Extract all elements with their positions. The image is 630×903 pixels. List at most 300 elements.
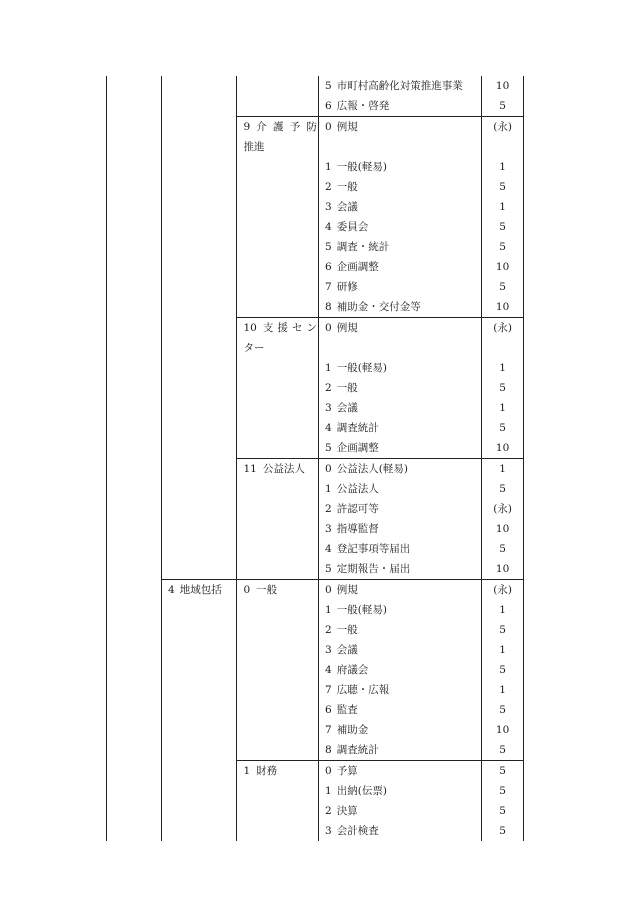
item-number: 1 <box>325 604 332 616</box>
item-label: 一般(軽易) <box>336 161 387 173</box>
item-number: 6 <box>325 100 332 112</box>
item-label: 監査 <box>336 704 358 716</box>
category-cell <box>107 76 162 96</box>
item-label: 企画調整 <box>336 261 379 273</box>
category-cell <box>107 600 162 620</box>
section-cell <box>162 277 237 297</box>
section-cell <box>162 157 237 177</box>
subsection-cell <box>237 580 319 601</box>
table-row <box>107 197 524 217</box>
subsection-cell <box>237 801 319 821</box>
item-label: 例規 <box>336 584 358 596</box>
item-cell <box>319 378 482 398</box>
retention-period: 1 <box>499 402 506 414</box>
section-cell <box>162 700 237 720</box>
category-cell <box>107 398 162 418</box>
category-cell <box>107 237 162 257</box>
table-row <box>107 640 524 660</box>
section-cell <box>162 217 237 237</box>
retention-period: 1 <box>499 644 506 656</box>
item-number: 8 <box>325 301 332 313</box>
item-number: 3 <box>325 644 332 656</box>
table-row <box>107 177 524 197</box>
item-cell <box>319 117 482 158</box>
item-cell <box>319 358 482 378</box>
section-cell <box>162 761 237 782</box>
table-row <box>107 761 524 782</box>
section-cell <box>162 297 237 318</box>
item-label: 指導監督 <box>336 523 379 535</box>
section-cell <box>162 398 237 418</box>
retention-period-cell <box>482 801 524 821</box>
table-row <box>107 418 524 438</box>
section-label: 地域包括 <box>179 584 222 596</box>
retention-period: 1 <box>499 684 506 696</box>
item-number: 4 <box>325 664 332 676</box>
section-cell <box>162 96 237 117</box>
table-row <box>107 720 524 740</box>
category-cell <box>107 418 162 438</box>
item-number: 6 <box>325 261 332 273</box>
item-label: 会議 <box>336 402 358 414</box>
table-row <box>107 297 524 318</box>
section-cell <box>162 499 237 519</box>
item-cell <box>319 720 482 740</box>
item-label: 許認可等 <box>336 503 379 515</box>
item-label: 登記事項等届出 <box>336 543 411 555</box>
subsection-cell <box>237 720 319 740</box>
subsection-label: 公益法人 <box>262 463 305 475</box>
retention-period: (永) <box>493 584 512 596</box>
table-row <box>107 217 524 237</box>
retention-period: 5 <box>499 422 506 434</box>
retention-period: 5 <box>499 382 506 394</box>
subsection-cell <box>237 559 319 580</box>
table-row <box>107 237 524 257</box>
retention-period-cell <box>482 580 524 601</box>
subsection-cell <box>237 277 319 297</box>
category-cell <box>107 96 162 117</box>
table-row <box>107 398 524 418</box>
table-row <box>107 96 524 117</box>
retention-period-cell <box>482 740 524 761</box>
section-cell <box>162 720 237 740</box>
retention-period-cell <box>482 459 524 480</box>
subsection-cell <box>237 781 319 801</box>
section-cell <box>162 660 237 680</box>
retention-period-cell <box>482 237 524 257</box>
item-label: 一般 <box>336 181 358 193</box>
item-cell <box>319 318 482 359</box>
category-cell <box>107 761 162 782</box>
section-cell <box>162 76 237 96</box>
subsection-cell <box>237 257 319 277</box>
section-cell <box>162 117 237 158</box>
item-cell <box>319 801 482 821</box>
table-row <box>107 559 524 580</box>
retention-period-cell <box>482 539 524 559</box>
item-label: 府議会 <box>336 664 369 676</box>
category-cell <box>107 559 162 580</box>
item-label: 決算 <box>336 805 358 817</box>
item-cell <box>319 297 482 318</box>
subsection-label-cont: 推進 <box>243 141 265 153</box>
item-number: 0 <box>325 584 332 596</box>
item-number: 2 <box>325 805 332 817</box>
item-cell <box>319 277 482 297</box>
retention-period: 5 <box>499 805 506 817</box>
subsection-cell <box>237 117 319 158</box>
item-number: 8 <box>325 744 332 756</box>
item-number: 5 <box>325 563 332 575</box>
retention-period: 5 <box>499 221 506 233</box>
retention-period-cell <box>482 76 524 96</box>
retention-period-cell <box>482 559 524 580</box>
category-cell <box>107 459 162 480</box>
item-number: 2 <box>325 624 332 636</box>
item-number: 1 <box>325 483 332 495</box>
category-cell <box>107 318 162 359</box>
table-row <box>107 680 524 700</box>
item-label: 一般 <box>336 382 358 394</box>
retention-period-cell <box>482 640 524 660</box>
item-label: 会議 <box>336 201 358 213</box>
item-cell <box>319 438 482 459</box>
subsection-label: 財務 <box>256 765 278 777</box>
item-cell <box>319 157 482 177</box>
retention-period: (永) <box>493 121 512 133</box>
item-number: 3 <box>325 523 332 535</box>
category-cell <box>107 620 162 640</box>
item-label: 会計検査 <box>336 825 379 837</box>
item-number: 4 <box>325 221 332 233</box>
item-number: 5 <box>325 80 332 92</box>
table-row <box>107 157 524 177</box>
retention-period: 5 <box>499 785 506 797</box>
retention-period-cell <box>482 821 524 841</box>
retention-period-cell <box>482 479 524 499</box>
item-number: 0 <box>325 322 332 334</box>
retention-period: 10 <box>495 80 510 92</box>
item-number: 1 <box>325 785 332 797</box>
retention-period: 5 <box>499 664 506 676</box>
item-label: 研修 <box>336 281 358 293</box>
subsection-cell <box>237 821 319 841</box>
category-cell <box>107 660 162 680</box>
item-cell <box>319 237 482 257</box>
category-cell <box>107 781 162 801</box>
retention-period-cell <box>482 197 524 217</box>
item-cell <box>319 660 482 680</box>
retention-period: 5 <box>499 704 506 716</box>
retention-period: 10 <box>495 523 510 535</box>
retention-period: (永) <box>493 503 512 515</box>
item-number: 2 <box>325 503 332 515</box>
subsection-number: 11 <box>243 463 257 475</box>
item-number: 3 <box>325 825 332 837</box>
retention-period-cell <box>482 257 524 277</box>
category-cell <box>107 297 162 318</box>
section-number: 4 <box>168 584 175 596</box>
item-cell <box>319 740 482 761</box>
retention-period: 10 <box>495 261 510 273</box>
category-cell <box>107 358 162 378</box>
item-cell <box>319 177 482 197</box>
item-label: 例規 <box>336 322 358 334</box>
subsection-cell <box>237 660 319 680</box>
item-cell <box>319 761 482 782</box>
retention-period-cell <box>482 117 524 158</box>
category-cell <box>107 217 162 237</box>
table-row <box>107 781 524 801</box>
retention-period: 1 <box>499 463 506 475</box>
item-cell <box>319 76 482 96</box>
category-cell <box>107 700 162 720</box>
subsection-label-cont: ター <box>243 342 265 354</box>
item-number: 7 <box>325 281 332 293</box>
table-row <box>107 257 524 277</box>
category-cell <box>107 378 162 398</box>
retention-period-cell <box>482 96 524 117</box>
retention-period-cell <box>482 781 524 801</box>
item-label: 調査・統計 <box>336 241 390 253</box>
subsection-cell <box>237 177 319 197</box>
retention-period-cell <box>482 157 524 177</box>
retention-period-cell <box>482 620 524 640</box>
table-row <box>107 358 524 378</box>
subsection-number: 1 <box>243 765 251 777</box>
item-cell <box>319 398 482 418</box>
subsection-cell <box>237 761 319 782</box>
table-row <box>107 378 524 398</box>
section-cell <box>162 418 237 438</box>
item-cell <box>319 217 482 237</box>
category-cell <box>107 821 162 841</box>
subsection-cell <box>237 499 319 519</box>
item-number: 7 <box>325 684 332 696</box>
retention-period: 5 <box>499 543 506 555</box>
item-number: 1 <box>325 362 332 374</box>
table-row <box>107 76 524 96</box>
retention-period: 5 <box>499 483 506 495</box>
table-row <box>107 821 524 841</box>
retention-period: 5 <box>499 181 506 193</box>
item-number: 7 <box>325 724 332 736</box>
retention-period-cell <box>482 177 524 197</box>
subsection-cell <box>237 76 319 96</box>
item-cell <box>319 96 482 117</box>
table-row <box>107 660 524 680</box>
subsection-number: 0 <box>243 584 251 596</box>
subsection-cell <box>237 318 319 359</box>
item-cell <box>319 580 482 601</box>
retention-period: 5 <box>499 100 506 112</box>
item-cell <box>319 418 482 438</box>
item-label: 予算 <box>336 765 358 777</box>
retention-period: (永) <box>493 322 512 334</box>
table-row <box>107 600 524 620</box>
item-number: 3 <box>325 402 332 414</box>
retention-period: 5 <box>499 765 506 777</box>
retention-period: 10 <box>495 442 510 454</box>
section-cell <box>162 821 237 841</box>
retention-period: 10 <box>495 724 510 736</box>
item-cell <box>319 197 482 217</box>
section-cell <box>162 237 237 257</box>
item-number: 0 <box>325 121 332 133</box>
retention-period-cell <box>482 318 524 359</box>
retention-schedule-table <box>106 76 524 841</box>
category-cell <box>107 640 162 660</box>
retention-period: 10 <box>495 301 510 313</box>
item-cell <box>319 821 482 841</box>
item-label: 会議 <box>336 644 358 656</box>
item-cell <box>319 257 482 277</box>
item-label: 委員会 <box>336 221 369 233</box>
item-number: 2 <box>325 181 332 193</box>
item-cell <box>319 600 482 620</box>
category-cell <box>107 277 162 297</box>
table-row <box>107 499 524 519</box>
section-cell <box>162 358 237 378</box>
item-label: 定期報告・届出 <box>336 563 411 575</box>
table-row <box>107 539 524 559</box>
subsection-number: 9 <box>243 121 251 133</box>
category-cell <box>107 157 162 177</box>
item-cell <box>319 519 482 539</box>
item-cell <box>319 781 482 801</box>
item-cell <box>319 499 482 519</box>
subsection-cell <box>237 700 319 720</box>
subsection-cell <box>237 197 319 217</box>
category-cell <box>107 197 162 217</box>
section-cell <box>162 177 237 197</box>
item-number: 4 <box>325 543 332 555</box>
subsection-cell <box>237 438 319 459</box>
category-cell <box>107 499 162 519</box>
subsection-cell <box>237 539 319 559</box>
subsection-cell <box>237 479 319 499</box>
retention-period-cell <box>482 519 524 539</box>
retention-period-cell <box>482 700 524 720</box>
subsection-cell <box>237 378 319 398</box>
item-label: 例規 <box>336 121 358 133</box>
section-cell <box>162 640 237 660</box>
subsection-cell <box>237 740 319 761</box>
subsection-label: 一般 <box>256 584 278 596</box>
retention-period: 5 <box>499 825 506 837</box>
section-cell <box>162 580 237 601</box>
retention-period-cell <box>482 720 524 740</box>
retention-period-cell <box>482 499 524 519</box>
table-row <box>107 459 524 480</box>
table-row <box>107 277 524 297</box>
item-number: 4 <box>325 422 332 434</box>
retention-period: 1 <box>499 161 506 173</box>
section-cell <box>162 378 237 398</box>
retention-period-cell <box>482 277 524 297</box>
section-cell <box>162 740 237 761</box>
category-cell <box>107 720 162 740</box>
item-cell <box>319 680 482 700</box>
item-number: 2 <box>325 382 332 394</box>
item-cell <box>319 479 482 499</box>
subsection-cell <box>237 297 319 318</box>
item-number: 3 <box>325 201 332 213</box>
retention-period: 5 <box>499 744 506 756</box>
category-cell <box>107 177 162 197</box>
table-row <box>107 700 524 720</box>
retention-period: 1 <box>499 201 506 213</box>
section-cell <box>162 479 237 499</box>
subsection-cell <box>237 358 319 378</box>
category-cell <box>107 257 162 277</box>
item-label: 調査統計 <box>336 744 379 756</box>
category-cell <box>107 438 162 459</box>
item-label: 公益法人 <box>336 483 379 495</box>
subsection-cell <box>237 519 319 539</box>
section-cell <box>162 801 237 821</box>
table-row <box>107 801 524 821</box>
item-number: 5 <box>325 241 332 253</box>
item-label: 一般(軽易) <box>336 604 387 616</box>
table-row <box>107 438 524 459</box>
retention-period-cell <box>482 297 524 318</box>
retention-period-cell <box>482 660 524 680</box>
item-label: 広聴・広報 <box>336 684 390 696</box>
section-cell <box>162 459 237 480</box>
category-cell <box>107 680 162 700</box>
table-row <box>107 519 524 539</box>
subsection-cell <box>237 620 319 640</box>
item-number: 0 <box>325 463 332 475</box>
category-cell <box>107 479 162 499</box>
retention-period-cell <box>482 438 524 459</box>
category-cell <box>107 801 162 821</box>
section-cell <box>162 539 237 559</box>
item-label: 企画調整 <box>336 442 379 454</box>
section-cell <box>162 318 237 359</box>
item-label: 調査統計 <box>336 422 379 434</box>
subsection-cell <box>237 217 319 237</box>
section-cell <box>162 600 237 620</box>
item-cell <box>319 459 482 480</box>
table-row <box>107 479 524 499</box>
retention-period-cell <box>482 600 524 620</box>
section-cell <box>162 519 237 539</box>
item-label: 市町村高齢化対策推進事業 <box>336 80 463 92</box>
item-number: 6 <box>325 704 332 716</box>
subsection-cell <box>237 680 319 700</box>
item-number: 1 <box>325 161 332 173</box>
retention-period: 1 <box>499 362 506 374</box>
retention-period: 5 <box>499 281 506 293</box>
item-cell <box>319 539 482 559</box>
item-number: 0 <box>325 765 332 777</box>
retention-period: 10 <box>495 563 510 575</box>
item-cell <box>319 640 482 660</box>
retention-period: 5 <box>499 241 506 253</box>
subsection-cell <box>237 418 319 438</box>
section-cell <box>162 559 237 580</box>
subsection-cell <box>237 398 319 418</box>
item-cell <box>319 559 482 580</box>
subsection-cell <box>237 600 319 620</box>
item-label: 補助金・交付金等 <box>336 301 421 313</box>
item-label: 一般 <box>336 624 358 636</box>
category-cell <box>107 580 162 601</box>
subsection-cell <box>237 157 319 177</box>
